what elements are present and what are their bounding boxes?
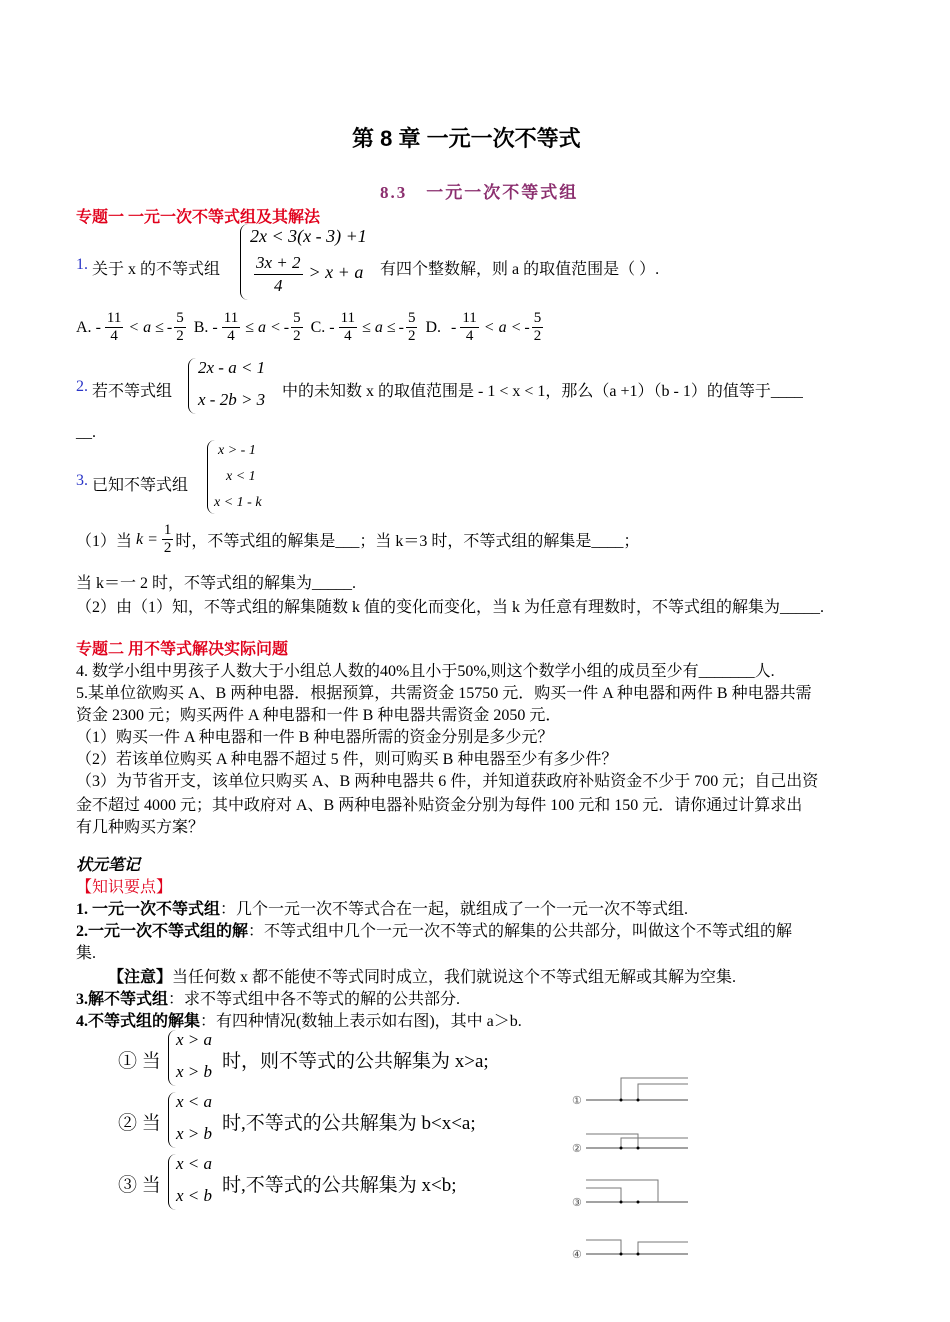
number-line-figure (566, 1070, 696, 1270)
number-line-4 (572, 1240, 688, 1261)
knowledge-3: 3.解不等式组：求不等式组中各不等式的解的公共部分. (76, 991, 461, 1008)
number-line-3 (572, 1180, 688, 1209)
fig-label-1: ① (572, 1095, 582, 1107)
question-4: 4. 数学小组中男孩子人数大于小组总人数的40%且小于50%,则这个数学小组的成员至少有_______人. (76, 663, 775, 680)
q5-line-5: （3）为节省开支，该单位只购买 A、B 两种电器共 6 件，并知道获政府补贴资金不少于 700 元；自己出资 (76, 773, 819, 790)
q5-line-2: 资金 2300 元；购买两件 A 种电器和一件 B 种电器共需资金 2050 元． (76, 707, 562, 724)
q1-ineq-1: 2x < 3(x - 3) +1 (250, 226, 367, 246)
q1-option-d[interactable]: D. - $\frac{11}{4}$ < a < - $\frac{5}{2}$ (425, 310, 542, 344)
q3-prefix: 已知不等式组 (92, 477, 189, 494)
q2-number: 2. (76, 378, 88, 395)
q3-ineq-2: x < 1 (226, 469, 256, 484)
q5-line-7: 有几种购买方案？ (76, 819, 205, 836)
knowledge-note: 【注意】当任何数 x 都不能使不等式同时成立，我们就说这个不等式组无解或其解为空集. (108, 969, 737, 986)
q1-options (76, 310, 545, 345)
chapter-title: 第 8 章 一元一次不等式 (352, 126, 581, 151)
q5-line-1: 5.某单位欲购买 A、B 两种电器．根据预算，共需资金 15750 元．购买一件 A 种电器和两件 B 种电器共需 (76, 685, 812, 702)
notes-tag: 【知识要点】 (76, 879, 173, 896)
q1-option-b[interactable]: B. - $\frac{11}{4}$ ≤ a < - $\frac{5}{2}$ (193, 310, 301, 344)
q3-ineq-1: x > - 1 (218, 443, 256, 458)
number-line-2 (572, 1134, 688, 1155)
q1-number: 1. (76, 256, 88, 273)
knowledge-2-cont: 集. (76, 945, 97, 962)
topic-two-heading: 专题二 用不等式解决实际问题 (76, 641, 289, 658)
q3-ineq-3: x < 1 - k (214, 495, 262, 510)
notes-title: 状元笔记 (76, 857, 141, 874)
q3-number: 3. (76, 472, 88, 489)
q5-line-4: （2）若该单位购买 A 种电器不超过 5 件，则可购买 B 种电器至少有多少件？ (76, 751, 618, 768)
q1-ineq-2 (252, 252, 363, 297)
q1-frac-num: 3x + 2 (254, 252, 303, 275)
q1-frac-den: 4 (274, 276, 283, 295)
q1-prefix: 关于 x 的不等式组 (92, 261, 221, 278)
q1-option-c[interactable]: C. - $\frac{11}{4}$ ≤ a ≤ - $\frac{5}{2}$ (310, 310, 416, 344)
fig-label-4: ④ (572, 1249, 582, 1261)
q2-brace (188, 358, 197, 414)
q2-prefix: 若不等式组 (92, 383, 173, 400)
q1-option-a[interactable]: A. - $\frac{11}{4}$ < a ≤ - $\frac{5}{2}$ (76, 310, 184, 344)
fig-label-3: ③ (572, 1197, 582, 1209)
knowledge-1: 1. 一元一次不等式组：几个一元一次不等式合在一起，就组成了一个一元一次不等式组. (76, 901, 689, 918)
q2-continuation: __. (76, 424, 96, 441)
section-title: 8.3 一元一次不等式组 (380, 183, 579, 202)
q2-ineq-2: x - 2b > 3 (198, 390, 266, 409)
q1-brace (240, 224, 249, 300)
q3-part-1-cont: 当 k＝一 2 时，不等式组的解集为_____. (76, 575, 357, 592)
q2-ineq-1: 2x - a < 1 (198, 358, 266, 377)
knowledge-4: 4.不等式组的解集：有四种情况(数轴上表示如右图)，其中 a＞b. (76, 1013, 522, 1030)
q3-part-1: （1）当 k = $\frac{1}{2}$ 时，不等式组的解集是___；当 k＝3 时，不等式组的解集是____； (76, 522, 640, 556)
q5-line-3: （1）购买一件 A 种电器和一件 B 种电器所需的资金分别是多少元？ (76, 729, 554, 746)
q1-ineq-2-rest: > x + a (308, 262, 364, 283)
number-line-1 (572, 1078, 688, 1107)
q5-line-6: 金不超过 4000 元；其中政府对 A、B 两种电器补贴资金分别为每件 100 元和 150 元．请你通过计算求出 (76, 797, 803, 814)
q1-postfix: 有四个整数解，则 a 的取值范围是（ ）. (380, 261, 660, 278)
q2-postfix: 中的未知数 x 的取值范围是 - 1 < x < 1，那么（a +1）（b - 1）的值等于____ (282, 383, 803, 400)
topic-one-heading: 专题一 一元一次不等式组及其解法 (76, 209, 321, 226)
knowledge-2: 2.一元一次不等式组的解：不等式组中几个一元一次不等式的解集的公共部分，叫做这个不等式组的解 (76, 923, 793, 940)
fig-label-2: ② (572, 1143, 582, 1155)
q3-part-2: （2）由（1）知，不等式组的解集随数 k 值的变化而变化，当 k 为任意有理数时，不等式组的解集为_____. (76, 599, 825, 616)
